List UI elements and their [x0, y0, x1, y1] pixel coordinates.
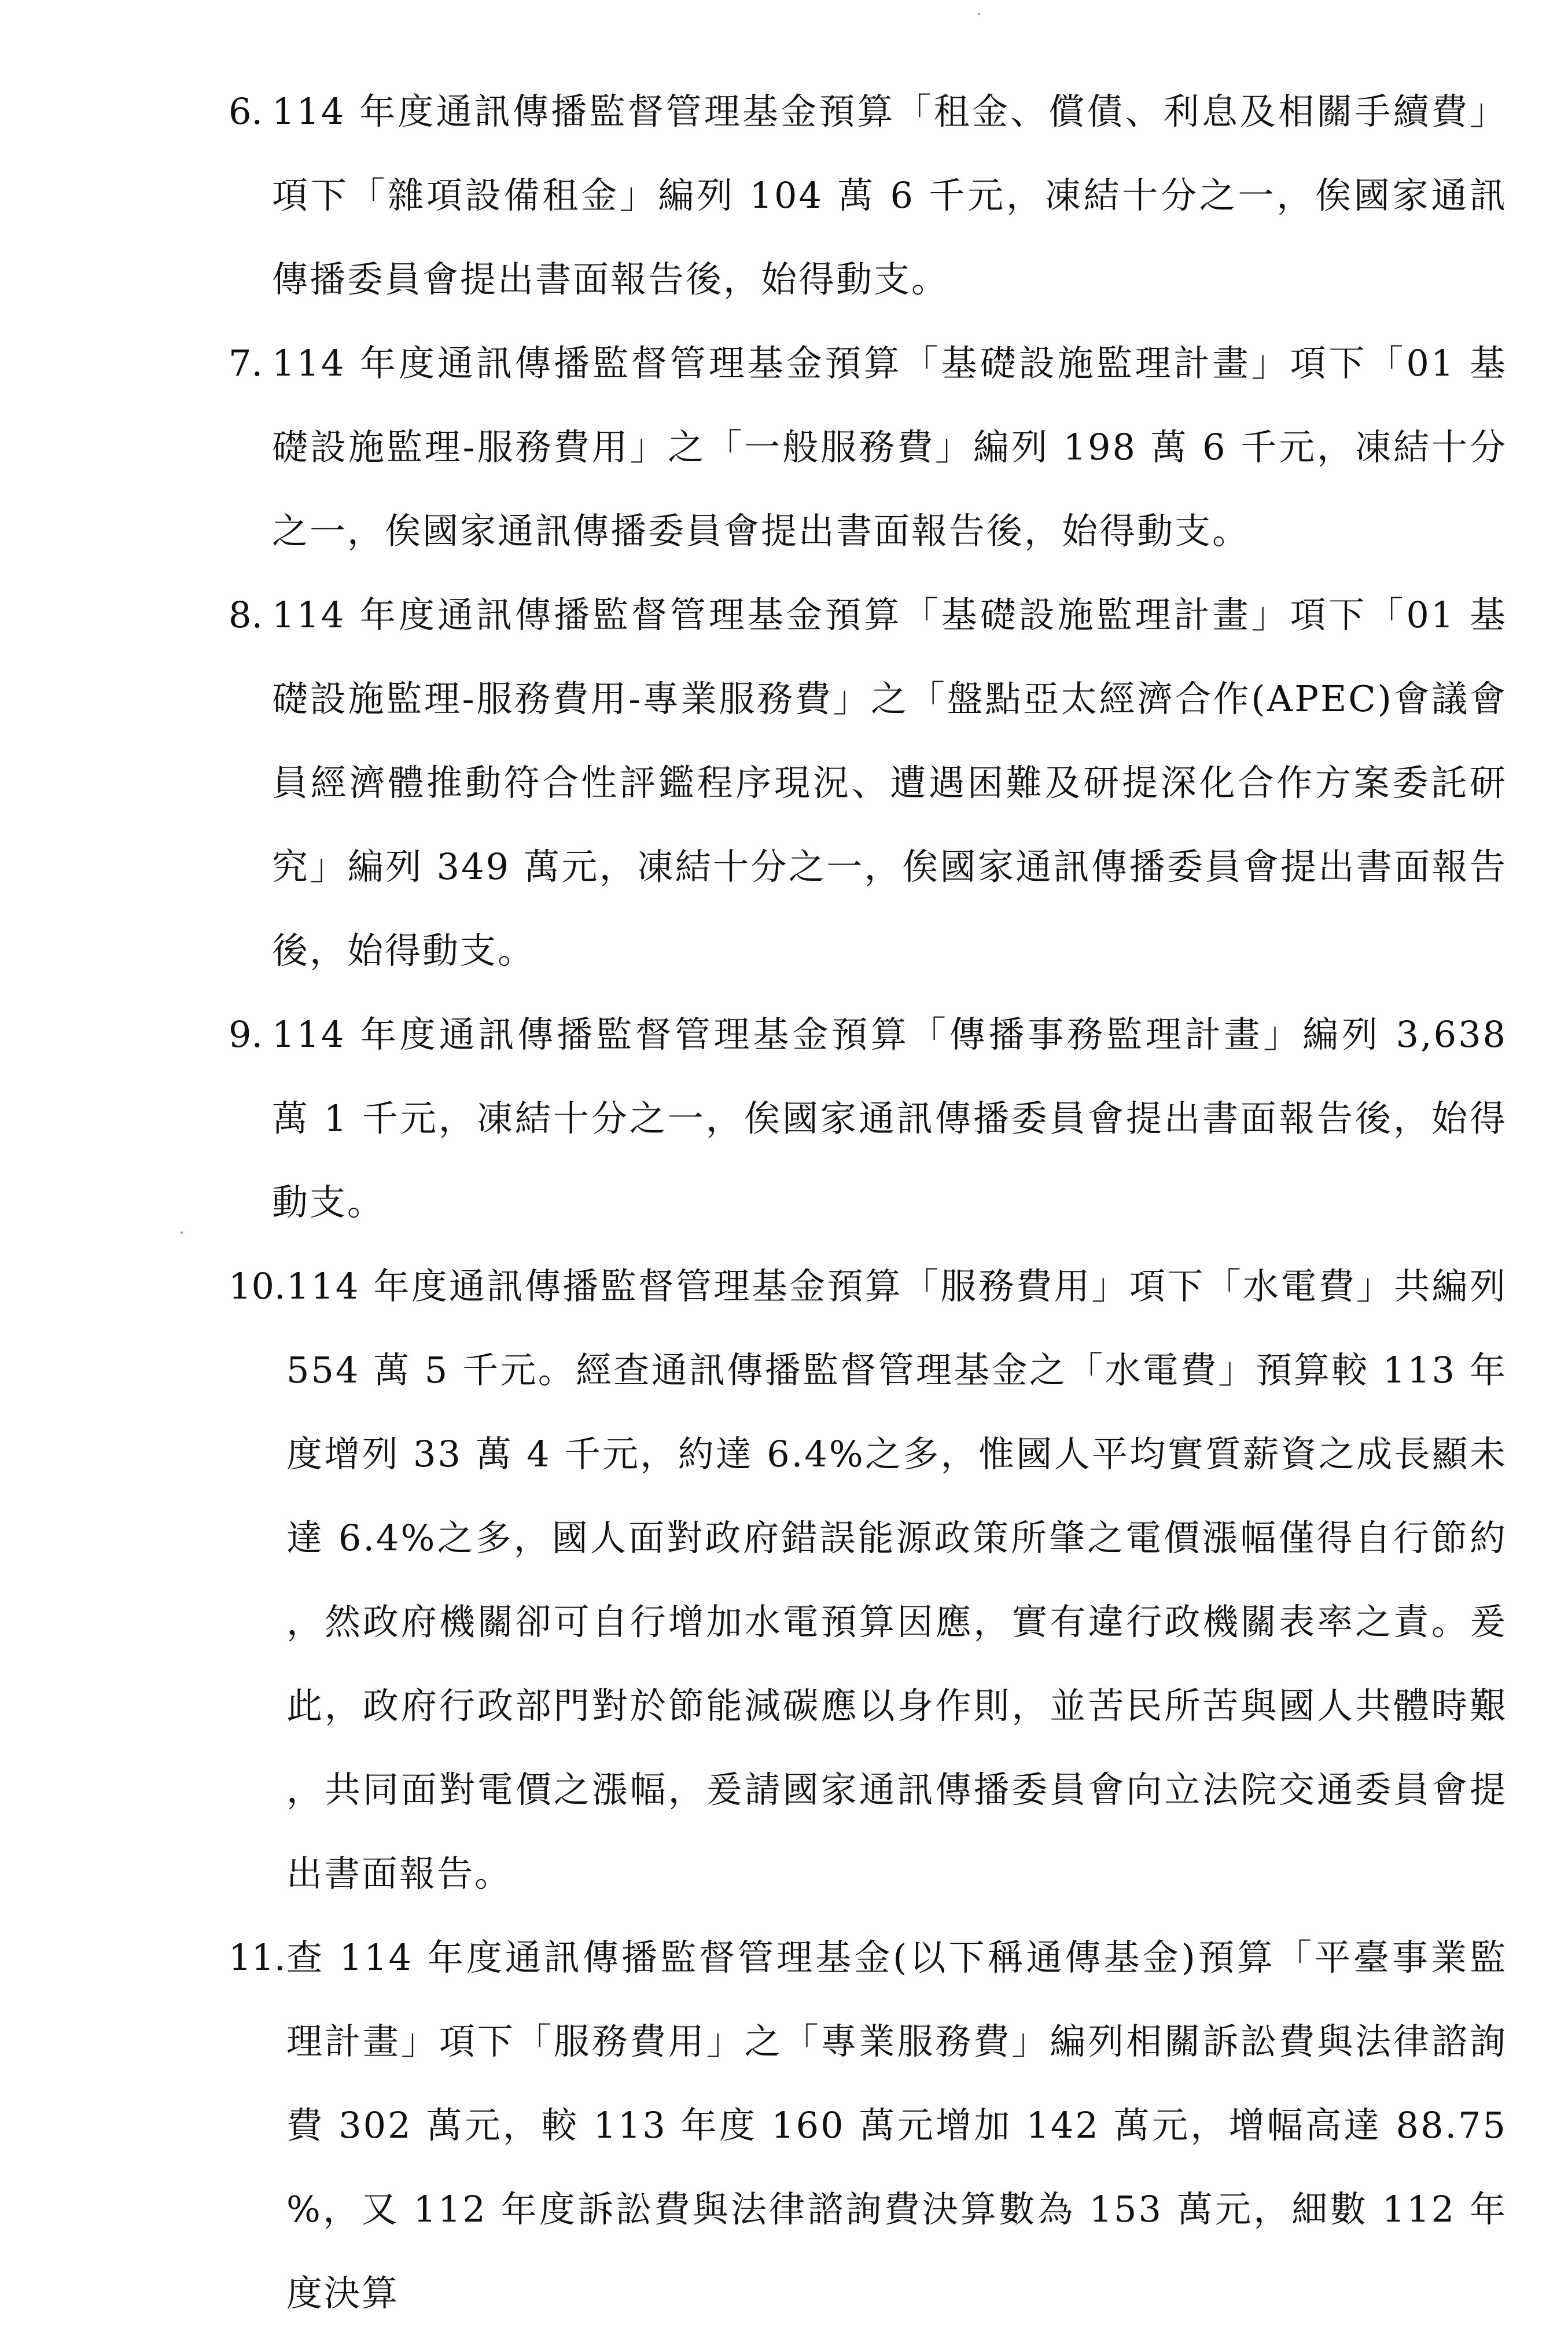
resolution-list	[229, 69, 1507, 2335]
item-number: 9.	[229, 1013, 263, 1056]
item-text: 114 年度通訊傳播監督管理基金預算「傳播事務監理計畫」編列 3,638 萬 1 千元，凍結十分之一，俟國家通訊傳播委員會提出書面報告後，始得動支。	[272, 1013, 1507, 1223]
item-number: 7.	[229, 342, 263, 384]
item-text: 114 年度通訊傳播監督管理基金預算「租金、償債、利息及相關手續費」項下「雜項設備租金」編列 104 萬 6 千元，凍結十分之一，俟國家通訊傳播委員會提出書面報告後，始得動支。	[272, 90, 1507, 300]
list-item	[229, 992, 1507, 1244]
list-item	[229, 1244, 1507, 1915]
item-text: 114 年度通訊傳播監督管理基金預算「服務費用」項下「水電費」共編列 554 萬 5 千元。經查通訊傳播監督管理基金之「水電費」預算較 113 年度增列 33 萬 4 千元，約達 6.4%之多，惟國人平均實質薪資之成長顯未達 6.4%之多，國人面對政府錯誤能源政策所肇之電價漲幅僅得自行節約，然政府機關卻可自行增加水電預算因應，實有違行政機關表率之責。爰此，政府行政部門對於節能減碳應以身作則，並苦民所苦與國人共體時艱，共同面對電價之漲幅，爰請國家通訊傳播委員會向立法院交通委員會提出書面報告。	[286, 1265, 1507, 1895]
item-text: 114 年度通訊傳播監督管理基金預算「基礎設施監理計畫」項下「01 基礎設施監理-服務費用-專業服務費」之「盤點亞太經濟合作(APEC)會議會員經濟體推動符合性評鑑程序現況、遭遇困難及研提深化合作方案委託研究」編列 349 萬元，凍結十分之一，俟國家通訊傳播委員會提出書面報告後，始得動支。	[272, 594, 1507, 972]
item-number: 11.	[229, 1936, 286, 1979]
item-text: 114 年度通訊傳播監督管理基金預算「基礎設施監理計畫」項下「01 基礎設施監理-服務費用」之「一般服務費」編列 198 萬 6 千元，凍結十分之一，俟國家通訊傳播委員會提出書面報告後，始得動支。	[272, 342, 1507, 552]
item-number: 6.	[229, 90, 263, 133]
list-item	[229, 321, 1507, 573]
list-item	[229, 69, 1507, 321]
item-number: 10.	[229, 1265, 286, 1307]
item-number: 8.	[229, 594, 263, 636]
scan-speck	[978, 13, 980, 15]
list-item	[229, 1915, 1507, 2335]
list-item	[229, 573, 1507, 992]
scan-speck	[181, 1231, 183, 1234]
item-text: 查 114 年度通訊傳播監督管理基金(以下稱通傳基金)預算「平臺事業監理計畫」項下「服務費用」之「專業服務費」編列相關訴訟費與法律諮詢費 302 萬元，較 113 年度 160 萬元增加 142 萬元，增幅高達 88.75%，又 112 年度訴訟費與法律諮詢費決算數為 153 萬元，細數 112 年度決算	[286, 1936, 1507, 2314]
